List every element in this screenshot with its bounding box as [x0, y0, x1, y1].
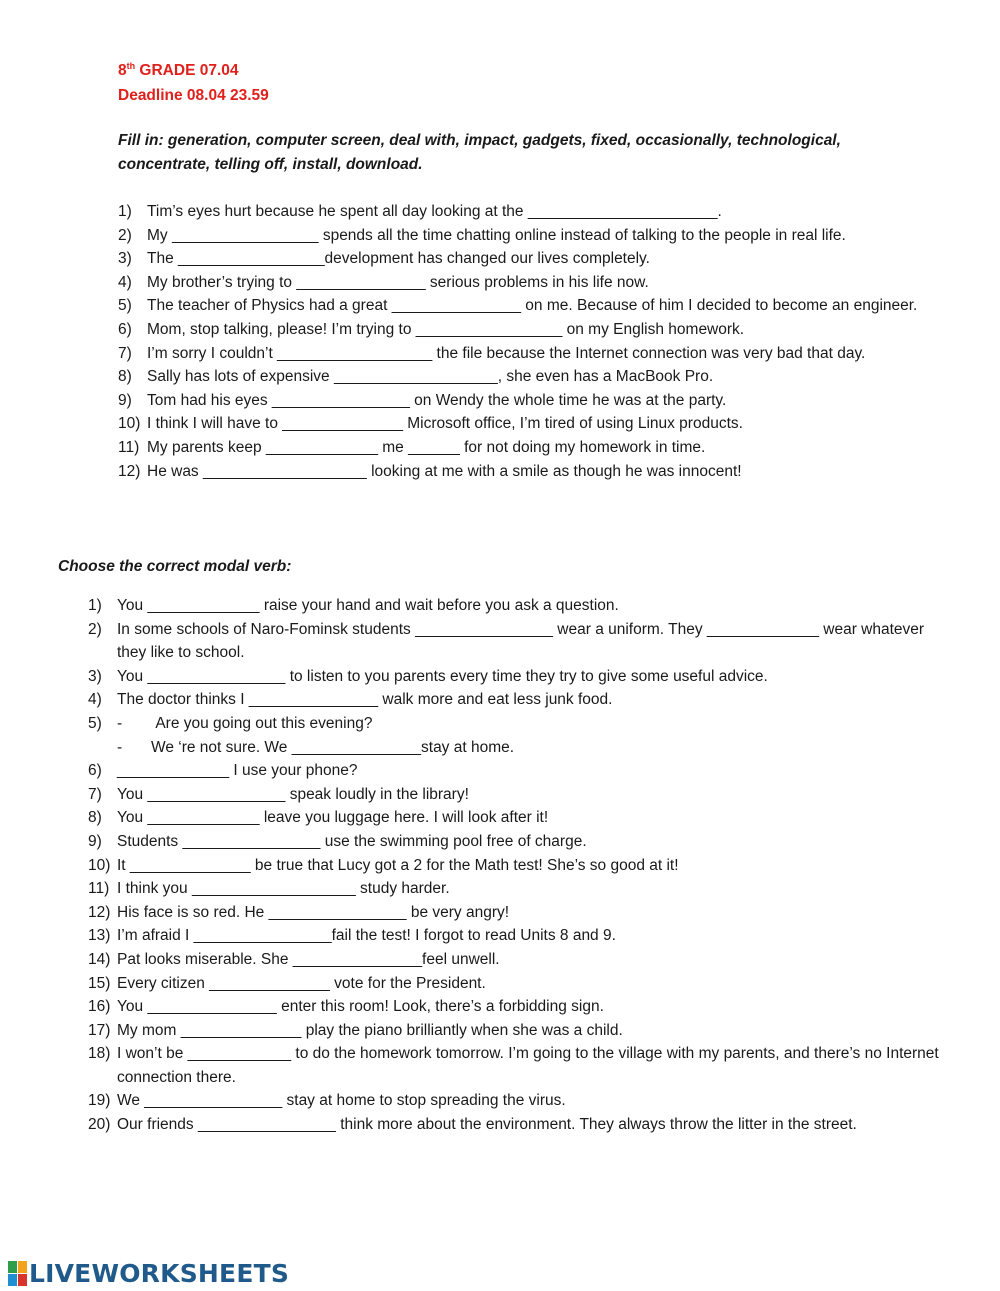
item-number: 7): [118, 344, 132, 362]
list-item: [118, 294, 948, 318]
item-number: 3): [88, 667, 102, 685]
item-number: 5): [118, 297, 132, 315]
item-text: _____________ I use your phone?: [117, 762, 358, 780]
list-item: [118, 247, 948, 271]
list-item: [118, 318, 948, 342]
item-number: 20): [88, 1116, 111, 1134]
list-item: [88, 688, 948, 712]
item-text: It ______________ be true that Lucy got a 2 for the Math test! She’s so good at it!: [117, 856, 679, 874]
item-text: We ________________ stay at home to stop spreading the virus.: [117, 1092, 566, 1110]
list-item: [88, 783, 948, 807]
list-item: [88, 1089, 948, 1113]
item-text: Students ________________ use the swimming pool free of charge.: [117, 832, 587, 850]
list-item: [118, 200, 948, 224]
item-text: You ________________ to listen to you parents every time they try to give some useful advice.: [117, 667, 768, 685]
item-number: 10): [118, 415, 141, 433]
list-item: [88, 948, 948, 972]
item-number: 8): [88, 809, 102, 827]
list-item: [88, 1042, 948, 1089]
item-number: 15): [88, 974, 111, 992]
item-text: My parents keep _____________ me ______ for not doing my homework in time.: [147, 438, 706, 456]
item-text: Pat looks miserable. She _______________feel unwell.: [117, 950, 500, 968]
item-number: 10): [88, 856, 111, 874]
item-text: The doctor thinks I _______________ walk more and eat less junk food.: [117, 691, 613, 709]
item-number: 1): [88, 597, 102, 614]
item-text: You _____________ raise your hand and wait before you ask a question.: [117, 597, 619, 614]
item-text: He was ___________________ looking at me with a smile as though he was innocent!: [147, 462, 742, 480]
list-item: [118, 460, 948, 484]
section1-list: [118, 200, 948, 483]
item-number: 2): [118, 226, 132, 244]
list-item: [88, 924, 948, 948]
item-text: Tom had his eyes ________________ on Wendy the whole time he was at the party.: [147, 391, 727, 409]
list-item: [88, 1019, 948, 1043]
list-item: [118, 436, 948, 460]
list-item: [88, 972, 948, 996]
item-number: 9): [118, 391, 132, 409]
item-text: My brother’s trying to _______________ serious problems in his life now.: [147, 273, 649, 291]
item-number: 17): [88, 1021, 111, 1039]
list-item: [88, 830, 948, 854]
item-number: 7): [88, 785, 102, 803]
list-item: [88, 995, 948, 1019]
item-text: I think I will have to ______________ Microsoft office, I’m tired of using Linux products.: [147, 415, 743, 433]
item-text: Our friends ________________ think more about the environment. They always throw the litter in the street.: [117, 1116, 857, 1134]
item-text: I won’t be ____________ to do the homework tomorrow. I’m going to the village with my parents, and there’s no Internet connection there.: [117, 1045, 944, 1086]
section2-title: Choose the correct modal verb:: [58, 558, 292, 575]
item-number: 13): [88, 927, 111, 945]
liveworksheets-logo-icon: [8, 1261, 26, 1285]
item-number: 1): [118, 203, 132, 220]
list-item: [118, 365, 948, 389]
list-item: [88, 1113, 948, 1137]
item-text: You ________________ speak loudly in the library!: [117, 785, 469, 803]
item-text: I think you ___________________ study harder.: [117, 880, 450, 898]
item-text: You _______________ enter this room! Look, there’s a forbidding sign.: [117, 998, 604, 1016]
item-number: 4): [88, 691, 102, 709]
list-item: [88, 665, 948, 689]
item-number: 4): [118, 273, 132, 291]
item-text: My _________________ spends all the time chatting online instead of talking to the people in real life.: [147, 226, 846, 244]
grade-title: 8th GRADE 07.04: [118, 60, 239, 79]
deadline: Deadline 08.04 23.59: [118, 87, 269, 104]
item-text: Mom, stop talking, please! I’m trying to _________________ on my English homework.: [147, 320, 745, 338]
item-number: 11): [88, 880, 110, 898]
item-text: You _____________ leave you luggage here. I will look after it!: [117, 809, 549, 827]
item-text: My mom ______________ play the piano brilliantly when she was a child.: [117, 1021, 623, 1039]
dialog-line: We ‘re not sure. We _______________stay at home.: [151, 738, 515, 756]
dialog-row: [88, 736, 948, 760]
logo-text: LIVEWORKSHEETS: [29, 1258, 290, 1288]
list-item: [88, 712, 948, 736]
dash-marker: -: [117, 738, 123, 756]
item-text: Sally has lots of expensive ___________________, she even has a MacBook Pro.: [147, 368, 714, 386]
dialog-line: Are you going out this evening?: [151, 714, 373, 732]
item-text: Every citizen ______________ vote for the President.: [117, 974, 486, 992]
item-number: 12): [118, 462, 141, 480]
item-number: 12): [88, 903, 111, 921]
list-item: [88, 759, 948, 783]
list-item: [88, 877, 948, 901]
item-text: In some schools of Naro-Fominsk students ________________ wear a uniform. They _____________ wear whatever they like to school.: [117, 620, 929, 662]
list-item: [88, 594, 948, 618]
list-item: [88, 806, 948, 830]
item-number: 6): [88, 762, 102, 780]
item-number: 14): [88, 950, 111, 968]
list-item: [88, 618, 948, 665]
header: [118, 58, 269, 108]
item-text: I’m sorry I couldn’t __________________ the file because the Internet connection was very bad that day.: [147, 344, 866, 362]
item-text: Tim’s eyes hurt because he spent all day looking at the ______________________.: [147, 203, 722, 220]
item-number: 11): [118, 438, 140, 456]
section1-instruction: Fill in: generation, computer screen, deal with, impact, gadgets, fixed, occasionally, technological, concentrate, telling off, install, download.: [118, 132, 841, 173]
list-item: [118, 271, 948, 295]
item-text: [117, 712, 948, 736]
item-text: The _________________development has changed our lives completely.: [147, 250, 650, 268]
item-number: 19): [88, 1092, 111, 1110]
list-item: [118, 412, 948, 436]
dash-marker: -: [117, 714, 123, 732]
item-number: 5): [88, 714, 102, 732]
list-item: [88, 854, 948, 878]
item-text: The teacher of Physics had a great _______________ on me. Because of him I decided to become an engineer.: [147, 297, 918, 315]
item-text: I’m afraid I ________________fail the test! I forgot to read Units 8 and 9.: [117, 927, 616, 945]
item-number: 6): [118, 320, 132, 338]
list-item: [118, 342, 948, 366]
liveworksheets-logo: [8, 1258, 289, 1288]
list-item: [118, 389, 948, 413]
list-item: [88, 901, 948, 925]
item-number: 8): [118, 368, 132, 386]
item-number: 2): [88, 620, 102, 638]
section2-list: [88, 594, 948, 1137]
item-number: 3): [118, 250, 132, 268]
item-text: His face is so red. He ________________ be very angry!: [117, 903, 510, 921]
item-number: 18): [88, 1045, 111, 1063]
item-number: 16): [88, 998, 111, 1016]
list-item: [118, 224, 948, 248]
item-number: 9): [88, 832, 102, 850]
